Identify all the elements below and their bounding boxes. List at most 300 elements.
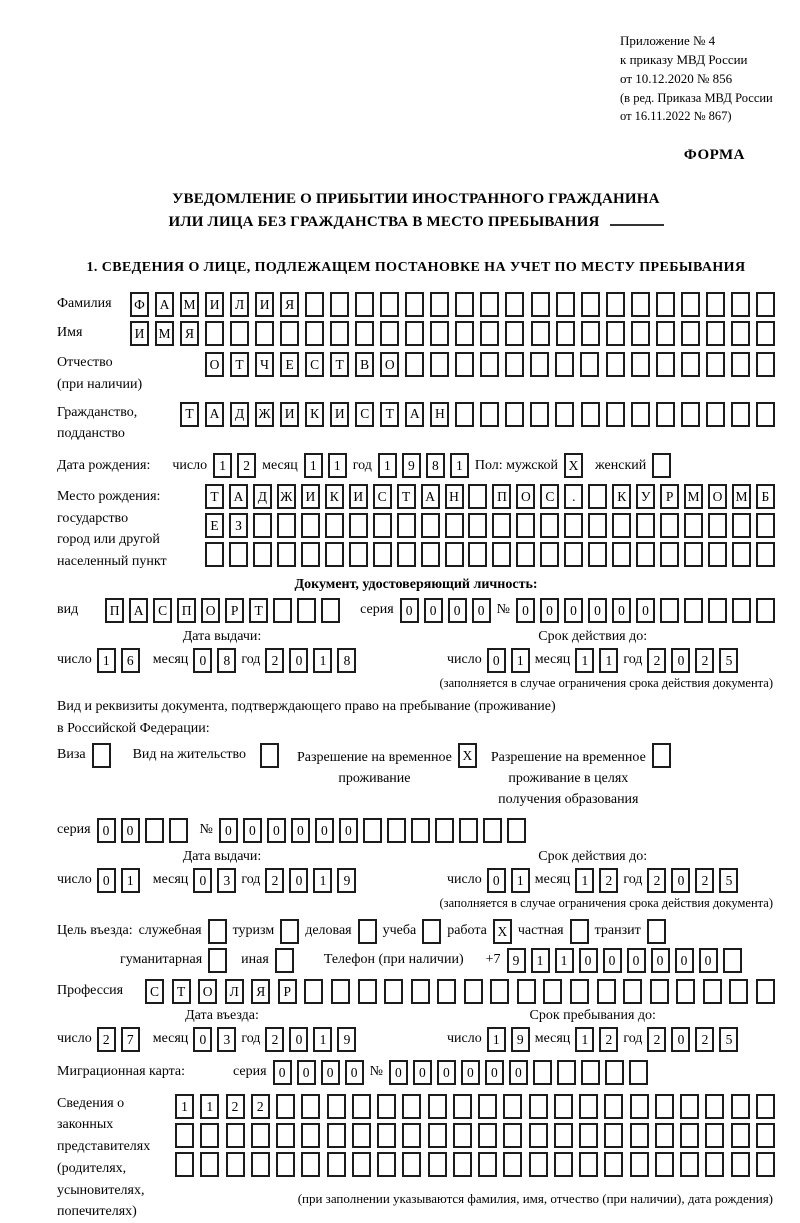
char-cell[interactable] (253, 513, 272, 538)
char-cell[interactable] (580, 352, 599, 377)
char-cell[interactable] (660, 513, 679, 538)
char-cell[interactable] (680, 1094, 699, 1119)
char-cell[interactable]: 1 (487, 1027, 506, 1052)
char-cell[interactable]: 1 (575, 868, 594, 893)
char-cell[interactable] (435, 818, 454, 843)
char-cell[interactable]: С (540, 484, 559, 509)
char-cell[interactable]: 0 (699, 948, 718, 973)
char-cell[interactable]: А (405, 402, 424, 427)
char-cell[interactable]: 1 (599, 648, 618, 673)
char-cell[interactable] (402, 1123, 421, 1148)
char-cell[interactable] (445, 542, 464, 567)
char-cell[interactable] (530, 352, 549, 377)
char-cell[interactable] (478, 1123, 497, 1148)
char-cell[interactable]: 2 (695, 1027, 714, 1052)
char-cell[interactable]: 5 (719, 1027, 738, 1052)
char-cell[interactable] (305, 292, 324, 317)
char-cell[interactable] (655, 1152, 674, 1177)
char-cell[interactable]: 1 (555, 948, 574, 973)
char-cell[interactable]: И (205, 292, 224, 317)
char-cell[interactable] (680, 1152, 699, 1177)
char-cell[interactable]: 2 (265, 648, 284, 673)
char-cell[interactable] (652, 453, 671, 478)
char-cell[interactable] (505, 292, 524, 317)
char-cell[interactable]: М (155, 321, 174, 346)
char-cell[interactable] (505, 352, 524, 377)
char-cell[interactable] (200, 1152, 219, 1177)
char-cell[interactable] (631, 292, 650, 317)
char-cell[interactable] (492, 513, 511, 538)
char-cell[interactable]: П (177, 598, 196, 623)
char-cell[interactable] (453, 1123, 472, 1148)
char-cell[interactable] (652, 743, 671, 768)
char-cell[interactable] (612, 542, 631, 567)
char-cell[interactable]: 2 (265, 868, 284, 893)
char-cell[interactable] (531, 321, 550, 346)
char-cell[interactable]: 1 (313, 868, 332, 893)
char-cell[interactable]: А (205, 402, 224, 427)
char-cell[interactable] (731, 321, 750, 346)
char-cell[interactable]: 1 (121, 868, 140, 893)
char-cell[interactable] (503, 1152, 522, 1177)
char-cell[interactable] (705, 1123, 724, 1148)
char-cell[interactable] (581, 292, 600, 317)
char-cell[interactable]: 0 (400, 598, 419, 623)
char-cell[interactable]: М (732, 484, 751, 509)
char-cell[interactable] (480, 321, 499, 346)
char-cell[interactable]: 2 (226, 1094, 245, 1119)
char-cell[interactable] (756, 542, 775, 567)
char-cell[interactable]: 0 (487, 648, 506, 673)
char-cell[interactable] (631, 352, 650, 377)
char-cell[interactable] (330, 292, 349, 317)
char-cell[interactable] (604, 1123, 623, 1148)
char-cell[interactable]: X (564, 453, 583, 478)
char-cell[interactable] (629, 1060, 648, 1085)
char-cell[interactable] (483, 818, 502, 843)
char-cell[interactable] (681, 292, 700, 317)
char-cell[interactable] (455, 352, 474, 377)
char-cell[interactable] (352, 1094, 371, 1119)
char-cell[interactable] (660, 542, 679, 567)
char-cell[interactable]: 5 (719, 648, 738, 673)
char-cell[interactable] (556, 321, 575, 346)
char-cell[interactable] (301, 1152, 320, 1177)
char-cell[interactable] (411, 979, 430, 1004)
char-cell[interactable]: X (458, 743, 477, 768)
char-cell[interactable]: 2 (599, 868, 618, 893)
char-cell[interactable] (756, 402, 775, 427)
char-cell[interactable]: 9 (337, 868, 356, 893)
char-cell[interactable] (570, 919, 589, 944)
char-cell[interactable] (275, 948, 294, 973)
char-cell[interactable]: 0 (448, 598, 467, 623)
char-cell[interactable] (557, 1060, 576, 1085)
char-cell[interactable] (517, 979, 536, 1004)
char-cell[interactable] (606, 402, 625, 427)
char-cell[interactable] (251, 1123, 270, 1148)
char-cell[interactable]: П (105, 598, 124, 623)
char-cell[interactable]: Р (278, 979, 297, 1004)
char-cell[interactable]: Н (430, 402, 449, 427)
char-cell[interactable]: Л (225, 979, 244, 1004)
char-cell[interactable]: 0 (627, 948, 646, 973)
char-cell[interactable] (505, 321, 524, 346)
char-cell[interactable]: 0 (516, 598, 535, 623)
char-cell[interactable] (655, 1123, 674, 1148)
char-cell[interactable]: 0 (651, 948, 670, 973)
char-cell[interactable] (301, 1123, 320, 1148)
char-cell[interactable] (490, 979, 509, 1004)
char-cell[interactable]: 0 (579, 948, 598, 973)
char-cell[interactable] (630, 1152, 649, 1177)
char-cell[interactable]: Т (180, 402, 199, 427)
char-cell[interactable]: 2 (695, 868, 714, 893)
char-cell[interactable] (533, 1060, 552, 1085)
char-cell[interactable]: 0 (193, 1027, 212, 1052)
char-cell[interactable]: 0 (121, 818, 140, 843)
char-cell[interactable] (555, 352, 574, 377)
char-cell[interactable] (756, 1123, 775, 1148)
char-cell[interactable]: 1 (575, 648, 594, 673)
char-cell[interactable] (251, 1152, 270, 1177)
char-cell[interactable] (445, 513, 464, 538)
char-cell[interactable] (732, 598, 751, 623)
char-cell[interactable] (352, 1123, 371, 1148)
char-cell[interactable]: 8 (426, 453, 445, 478)
char-cell[interactable]: О (205, 352, 224, 377)
char-cell[interactable] (731, 1123, 750, 1148)
char-cell[interactable] (588, 484, 607, 509)
char-cell[interactable] (581, 402, 600, 427)
char-cell[interactable] (377, 1152, 396, 1177)
char-cell[interactable]: 8 (337, 648, 356, 673)
char-cell[interactable] (579, 1094, 598, 1119)
char-cell[interactable] (276, 1094, 295, 1119)
char-cell[interactable]: 0 (413, 1060, 432, 1085)
char-cell[interactable]: У (636, 484, 655, 509)
char-cell[interactable] (455, 292, 474, 317)
char-cell[interactable] (276, 1123, 295, 1148)
char-cell[interactable] (554, 1152, 573, 1177)
char-cell[interactable] (705, 1094, 724, 1119)
char-cell[interactable] (647, 919, 666, 944)
char-cell[interactable] (373, 542, 392, 567)
char-cell[interactable] (756, 598, 775, 623)
char-cell[interactable]: 1 (511, 648, 530, 673)
char-cell[interactable] (297, 598, 316, 623)
char-cell[interactable]: С (373, 484, 392, 509)
char-cell[interactable]: С (355, 402, 374, 427)
char-cell[interactable]: 0 (289, 1027, 308, 1052)
char-cell[interactable] (655, 1094, 674, 1119)
char-cell[interactable] (355, 321, 374, 346)
char-cell[interactable]: И (130, 321, 149, 346)
char-cell[interactable] (277, 513, 296, 538)
char-cell[interactable] (321, 598, 340, 623)
char-cell[interactable]: Д (253, 484, 272, 509)
char-cell[interactable]: X (493, 919, 512, 944)
char-cell[interactable]: С (305, 352, 324, 377)
char-cell[interactable] (402, 1152, 421, 1177)
char-cell[interactable]: Л (230, 292, 249, 317)
char-cell[interactable] (405, 321, 424, 346)
char-cell[interactable]: 1 (450, 453, 469, 478)
char-cell[interactable] (430, 321, 449, 346)
char-cell[interactable] (468, 484, 487, 509)
char-cell[interactable] (377, 1123, 396, 1148)
char-cell[interactable] (402, 1094, 421, 1119)
char-cell[interactable]: 0 (472, 598, 491, 623)
char-cell[interactable] (145, 818, 164, 843)
char-cell[interactable] (605, 1060, 624, 1085)
char-cell[interactable] (660, 598, 679, 623)
char-cell[interactable] (606, 321, 625, 346)
char-cell[interactable] (421, 542, 440, 567)
char-cell[interactable] (706, 352, 725, 377)
char-cell[interactable] (325, 542, 344, 567)
char-cell[interactable] (554, 1123, 573, 1148)
char-cell[interactable] (492, 542, 511, 567)
char-cell[interactable]: А (129, 598, 148, 623)
char-cell[interactable] (604, 1152, 623, 1177)
char-cell[interactable]: Я (180, 321, 199, 346)
char-cell[interactable] (327, 1094, 346, 1119)
char-cell[interactable]: Т (205, 484, 224, 509)
char-cell[interactable]: 9 (337, 1027, 356, 1052)
char-cell[interactable]: М (180, 292, 199, 317)
char-cell[interactable]: Т (172, 979, 191, 1004)
char-cell[interactable] (405, 352, 424, 377)
char-cell[interactable] (468, 513, 487, 538)
char-cell[interactable] (169, 818, 188, 843)
char-cell[interactable]: 6 (121, 648, 140, 673)
char-cell[interactable]: 3 (217, 868, 236, 893)
char-cell[interactable] (529, 1094, 548, 1119)
char-cell[interactable]: 1 (313, 648, 332, 673)
char-cell[interactable]: Т (397, 484, 416, 509)
char-cell[interactable]: 5 (719, 868, 738, 893)
char-cell[interactable]: 9 (511, 1027, 530, 1052)
char-cell[interactable]: И (255, 292, 274, 317)
char-cell[interactable]: 9 (402, 453, 421, 478)
char-cell[interactable] (708, 598, 727, 623)
char-cell[interactable] (731, 352, 750, 377)
char-cell[interactable] (478, 1152, 497, 1177)
char-cell[interactable] (327, 1152, 346, 1177)
char-cell[interactable]: А (421, 484, 440, 509)
char-cell[interactable]: 2 (251, 1094, 270, 1119)
char-cell[interactable] (377, 1094, 396, 1119)
char-cell[interactable]: 2 (647, 868, 666, 893)
char-cell[interactable] (277, 542, 296, 567)
char-cell[interactable]: 0 (487, 868, 506, 893)
char-cell[interactable] (200, 1123, 219, 1148)
char-cell[interactable] (636, 542, 655, 567)
char-cell[interactable]: 2 (695, 648, 714, 673)
char-cell[interactable] (606, 292, 625, 317)
char-cell[interactable] (349, 513, 368, 538)
char-cell[interactable] (453, 1094, 472, 1119)
char-cell[interactable] (579, 1152, 598, 1177)
char-cell[interactable]: С (145, 979, 164, 1004)
char-cell[interactable]: 0 (675, 948, 694, 973)
char-cell[interactable]: 0 (321, 1060, 340, 1085)
char-cell[interactable]: 0 (219, 818, 238, 843)
char-cell[interactable] (208, 919, 227, 944)
char-cell[interactable]: А (229, 484, 248, 509)
char-cell[interactable]: 0 (424, 598, 443, 623)
char-cell[interactable]: О (708, 484, 727, 509)
char-cell[interactable]: Р (225, 598, 244, 623)
char-cell[interactable] (756, 292, 775, 317)
char-cell[interactable]: 8 (217, 648, 236, 673)
char-cell[interactable]: 9 (507, 948, 526, 973)
char-cell[interactable]: 0 (345, 1060, 364, 1085)
char-cell[interactable]: А (155, 292, 174, 317)
char-cell[interactable]: Ж (255, 402, 274, 427)
char-cell[interactable] (405, 292, 424, 317)
char-cell[interactable] (581, 321, 600, 346)
char-cell[interactable] (729, 979, 748, 1004)
char-cell[interactable] (684, 598, 703, 623)
char-cell[interactable]: 0 (485, 1060, 504, 1085)
char-cell[interactable] (630, 1094, 649, 1119)
char-cell[interactable]: 0 (671, 648, 690, 673)
char-cell[interactable]: И (330, 402, 349, 427)
char-cell[interactable] (331, 979, 350, 1004)
char-cell[interactable]: 0 (267, 818, 286, 843)
char-cell[interactable]: 0 (509, 1060, 528, 1085)
char-cell[interactable] (756, 352, 775, 377)
char-cell[interactable] (428, 1094, 447, 1119)
char-cell[interactable] (581, 1060, 600, 1085)
char-cell[interactable]: 0 (243, 818, 262, 843)
char-cell[interactable] (305, 321, 324, 346)
char-cell[interactable] (503, 1123, 522, 1148)
char-cell[interactable] (656, 321, 675, 346)
char-cell[interactable] (650, 979, 669, 1004)
char-cell[interactable]: О (198, 979, 217, 1004)
char-cell[interactable]: 0 (97, 818, 116, 843)
char-cell[interactable]: В (355, 352, 374, 377)
char-cell[interactable] (529, 1123, 548, 1148)
char-cell[interactable]: 1 (175, 1094, 194, 1119)
char-cell[interactable]: Т (330, 352, 349, 377)
char-cell[interactable] (631, 321, 650, 346)
char-cell[interactable] (430, 292, 449, 317)
char-cell[interactable] (397, 513, 416, 538)
char-cell[interactable] (604, 1094, 623, 1119)
char-cell[interactable]: 0 (193, 868, 212, 893)
char-cell[interactable] (636, 513, 655, 538)
char-cell[interactable] (301, 1094, 320, 1119)
char-cell[interactable] (330, 321, 349, 346)
char-cell[interactable] (564, 513, 583, 538)
char-cell[interactable] (358, 979, 377, 1004)
char-cell[interactable]: Ж (277, 484, 296, 509)
char-cell[interactable] (384, 979, 403, 1004)
char-cell[interactable] (623, 979, 642, 1004)
char-cell[interactable]: Р (660, 484, 679, 509)
char-cell[interactable] (606, 352, 625, 377)
char-cell[interactable]: 0 (461, 1060, 480, 1085)
char-cell[interactable] (363, 818, 382, 843)
char-cell[interactable] (358, 919, 377, 944)
char-cell[interactable]: К (305, 402, 324, 427)
char-cell[interactable] (301, 542, 320, 567)
char-cell[interactable] (612, 513, 631, 538)
char-cell[interactable] (280, 321, 299, 346)
char-cell[interactable] (255, 321, 274, 346)
char-cell[interactable] (273, 598, 292, 623)
char-cell[interactable] (570, 979, 589, 1004)
char-cell[interactable] (579, 1123, 598, 1148)
char-cell[interactable]: Е (205, 513, 224, 538)
char-cell[interactable] (280, 919, 299, 944)
char-cell[interactable] (387, 818, 406, 843)
char-cell[interactable] (656, 402, 675, 427)
char-cell[interactable]: 0 (97, 868, 116, 893)
char-cell[interactable] (421, 513, 440, 538)
char-cell[interactable] (478, 1094, 497, 1119)
char-cell[interactable]: 0 (193, 648, 212, 673)
char-cell[interactable]: Я (280, 292, 299, 317)
char-cell[interactable]: О (516, 484, 535, 509)
char-cell[interactable]: 1 (213, 453, 232, 478)
char-cell[interactable]: Я (251, 979, 270, 1004)
char-cell[interactable] (325, 513, 344, 538)
char-cell[interactable]: 0 (540, 598, 559, 623)
char-cell[interactable] (430, 352, 449, 377)
char-cell[interactable] (731, 402, 750, 427)
char-cell[interactable] (756, 1094, 775, 1119)
char-cell[interactable]: 0 (612, 598, 631, 623)
char-cell[interactable]: 0 (339, 818, 358, 843)
char-cell[interactable] (681, 352, 700, 377)
char-cell[interactable]: 0 (289, 648, 308, 673)
char-cell[interactable]: 2 (647, 648, 666, 673)
char-cell[interactable] (464, 979, 483, 1004)
char-cell[interactable] (349, 542, 368, 567)
char-cell[interactable] (723, 948, 742, 973)
char-cell[interactable] (352, 1152, 371, 1177)
char-cell[interactable]: 2 (237, 453, 256, 478)
char-cell[interactable]: 0 (636, 598, 655, 623)
char-cell[interactable] (453, 1152, 472, 1177)
char-cell[interactable] (468, 542, 487, 567)
char-cell[interactable] (253, 542, 272, 567)
char-cell[interactable]: Б (756, 484, 775, 509)
char-cell[interactable]: 1 (97, 648, 116, 673)
char-cell[interactable] (705, 1152, 724, 1177)
char-cell[interactable] (304, 979, 323, 1004)
char-cell[interactable] (428, 1152, 447, 1177)
char-cell[interactable]: З (229, 513, 248, 538)
char-cell[interactable] (630, 1123, 649, 1148)
char-cell[interactable]: Т (249, 598, 268, 623)
char-cell[interactable] (555, 402, 574, 427)
char-cell[interactable] (554, 1094, 573, 1119)
char-cell[interactable] (503, 1094, 522, 1119)
char-cell[interactable] (656, 352, 675, 377)
char-cell[interactable]: 1 (304, 453, 323, 478)
char-cell[interactable] (680, 1123, 699, 1148)
char-cell[interactable] (656, 292, 675, 317)
char-cell[interactable] (732, 513, 751, 538)
char-cell[interactable]: О (380, 352, 399, 377)
char-cell[interactable]: Т (380, 402, 399, 427)
